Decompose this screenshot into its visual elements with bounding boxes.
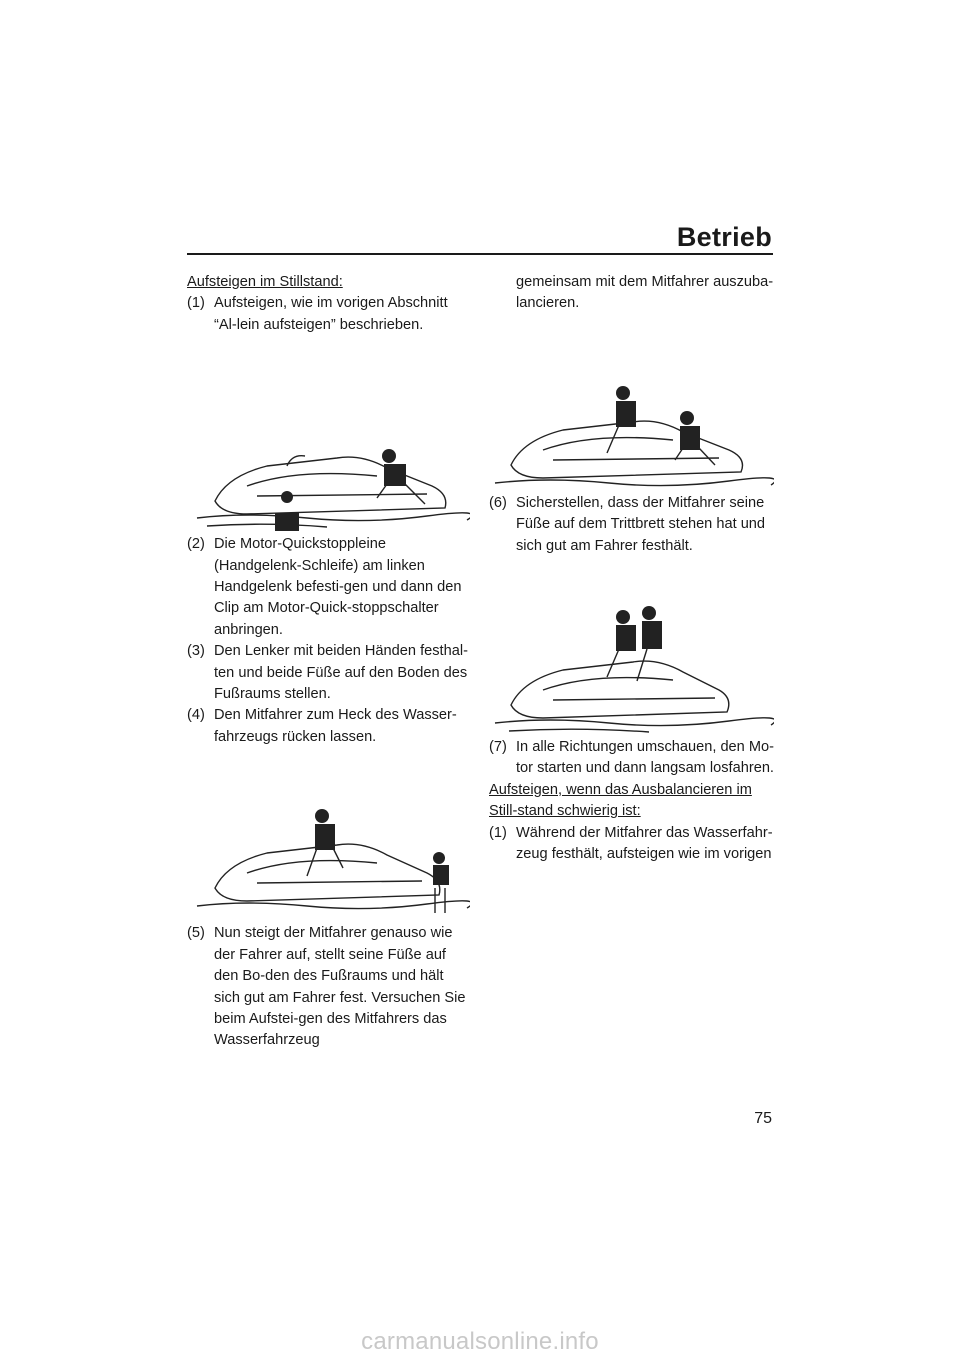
- step-5: [187, 923, 470, 1051]
- illustration-rider-and-passenger-seated: [489, 557, 774, 737]
- continuation-text: gemeinsam mit dem Mitfahrer auszuba-lancieren.: [516, 274, 774, 312]
- illustration-rider-boarding: [187, 336, 470, 534]
- step-text: In alle Richtungen umschauen, den Mo-tor starten und dann langsam losfahren.: [516, 739, 774, 777]
- page-number: 75: [754, 1110, 772, 1127]
- step-text: Nun steigt der Mitfahrer genauso wie der Fahrer auf, stellt seine Füße auf den Bo-den des Fußraums und hält sich gut am Fahrer fest. Versuchen Sie beim Aufstei-gen des Mitfahrers das Wasserfahrzeug: [214, 925, 466, 1049]
- step-1-alt: [489, 823, 774, 866]
- step-text: Aufsteigen, wie im vorigen Abschnitt “Al-lein aufsteigen” beschrieben.: [214, 295, 448, 333]
- step-6: [489, 493, 774, 557]
- step-number: (1): [187, 295, 205, 312]
- watermark: carmanualsonline.info: [361, 1328, 599, 1355]
- step-text: Den Mitfahrer zum Heck des Wasser-fahrzeugs rücken lassen.: [214, 707, 457, 745]
- step-number: (2): [187, 536, 205, 553]
- step-text: Den Lenker mit beiden Händen festhal-ten und beide Füße auf den Boden des Fußraums stellen.: [214, 643, 468, 703]
- step-text: Während der Mitfahrer das Wasserfahr-zeug festhält, aufsteigen wie im vorigen: [516, 824, 773, 863]
- step-text: Sicherstellen, dass der Mitfahrer seine Füße auf dem Trittbrett stehen hat und sich gut am Fahrer festhält.: [516, 494, 766, 554]
- step-number: (7): [489, 739, 507, 756]
- section-heading: Aufsteigen im Stillstand:: [187, 274, 343, 290]
- illustration-passenger-waiting: [187, 748, 470, 923]
- right-column: [489, 272, 774, 865]
- page-title: Betrieb: [676, 222, 772, 252]
- step-1: [187, 293, 470, 336]
- step-number: (5): [187, 925, 205, 942]
- step-3: [187, 641, 470, 705]
- step-7: [489, 737, 774, 780]
- section-heading-2: Aufsteigen, wenn das Ausbalancieren im Still-stand schwierig ist:: [489, 781, 752, 820]
- step-number: (6): [489, 494, 507, 511]
- step-text: Die Motor-Quickstoppleine (Handgelenk-Schleife) am linken Handgelenk befesti-gen und dann den Clip am Motor-Quick-stoppschalter anbringen.: [214, 536, 462, 638]
- step-4: [187, 705, 470, 748]
- step-number: (3): [187, 643, 205, 660]
- left-column: [187, 272, 470, 1052]
- illustration-passenger-boarding: [489, 315, 774, 493]
- step-2: [187, 534, 470, 641]
- step-number: (4): [187, 707, 205, 724]
- step-number: (1): [489, 824, 507, 841]
- header-rule: [187, 253, 773, 255]
